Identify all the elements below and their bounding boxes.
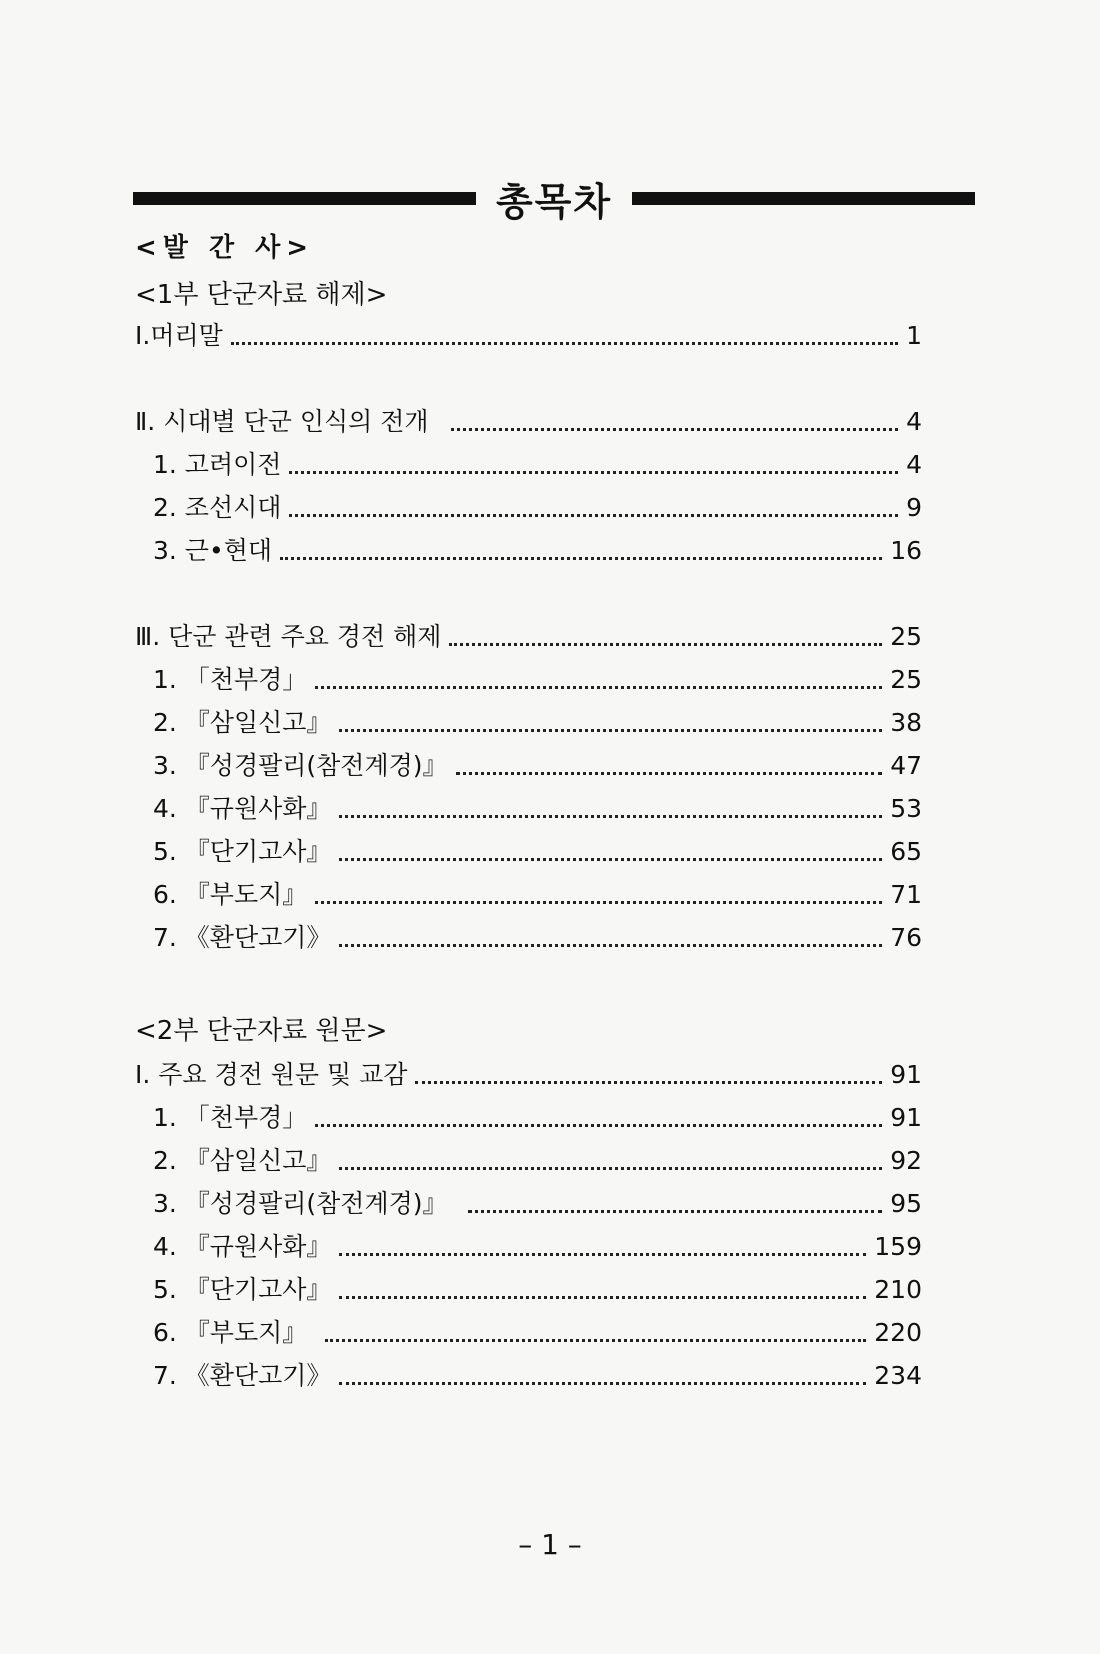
toc-entry-label: 7. 《환단고기》 xyxy=(153,1361,332,1390)
toc-entry-label: 3. 『성경팔리(참전계경)』 xyxy=(153,1189,448,1218)
leader-dots xyxy=(315,682,882,689)
leader-dots xyxy=(315,897,882,904)
toc-entry-page: 53 xyxy=(890,794,922,823)
toc-entry-label: 6. 『부도지』 xyxy=(153,1318,308,1347)
toc-entry-page: 4 xyxy=(906,450,922,479)
leader-dots xyxy=(451,424,899,431)
toc-entry-page: 25 xyxy=(890,622,922,651)
toc-entry[interactable] xyxy=(153,1270,922,1310)
toc-entry-label: 2. 『삼일신고』 xyxy=(153,708,332,737)
title-row xyxy=(133,168,975,228)
toc-entry-label: 3. 『성경팔리(참전계경)』 xyxy=(153,751,448,780)
title-rule-left xyxy=(133,192,476,205)
toc-entry[interactable] xyxy=(153,660,922,700)
leader-dots xyxy=(468,1206,883,1213)
toc-entry-label: 6. 『부도지』 xyxy=(153,880,308,909)
toc-entry-page: 16 xyxy=(890,536,922,565)
toc-entry-page: 91 xyxy=(890,1103,922,1132)
toc-entry[interactable] xyxy=(153,1098,922,1138)
toc-entry-page: 95 xyxy=(890,1189,922,1218)
toc-entry[interactable] xyxy=(153,1227,922,1267)
toc-entry[interactable] xyxy=(153,1313,922,1353)
toc-entry-page: 4 xyxy=(906,407,922,436)
toc-entry-page: 1 xyxy=(906,321,922,350)
leader-dots xyxy=(339,940,882,947)
toc-entry-label: 3. 근•현대 xyxy=(153,536,272,565)
leader-dots xyxy=(415,1077,882,1084)
toc-entry-label: 4. 『규원사화』 xyxy=(153,1232,332,1261)
leader-dots xyxy=(325,1335,866,1342)
leader-dots xyxy=(456,768,883,775)
toc-entry[interactable] xyxy=(135,402,922,442)
toc-entry-page: 71 xyxy=(890,880,922,909)
page-number-footer: – 1 – xyxy=(518,1528,582,1561)
toc-entry-label: 7. 《환단고기》 xyxy=(153,923,332,952)
toc-entry-page: 92 xyxy=(890,1146,922,1175)
part2-heading: <2부 단군자료 원문> xyxy=(135,1016,388,1046)
leader-dots xyxy=(339,1249,866,1256)
toc-entry-page: 9 xyxy=(906,493,922,522)
leader-dots xyxy=(315,1120,882,1127)
toc-entry-page: 91 xyxy=(890,1060,922,1089)
toc-entry[interactable] xyxy=(153,789,922,829)
toc-entry[interactable] xyxy=(153,488,922,528)
toc-entry[interactable] xyxy=(153,703,922,743)
toc-entry-label: 5. 『단기고사』 xyxy=(153,1275,332,1304)
toc-entry-label: Ⅰ. 주요 경전 원문 및 교감 xyxy=(135,1060,408,1089)
leader-dots xyxy=(289,467,898,474)
toc-entry-label: Ⅲ. 단군 관련 주요 경전 해제 xyxy=(135,622,442,651)
toc-entry-label: 1. 「천부경」 xyxy=(153,665,308,694)
leader-dots xyxy=(289,510,898,517)
leader-dots xyxy=(231,338,898,345)
toc-entry-label: Ⅰ.머리말 xyxy=(135,321,223,350)
leader-dots xyxy=(339,1292,866,1299)
toc-entry[interactable] xyxy=(153,445,922,485)
toc-entry-page: 25 xyxy=(890,665,922,694)
toc-entry[interactable] xyxy=(135,316,922,356)
toc-entry[interactable] xyxy=(135,617,922,657)
part1-heading: <1부 단군자료 해제> xyxy=(135,280,388,310)
toc-entry-page: 76 xyxy=(890,923,922,952)
toc-entry-page: 47 xyxy=(890,751,922,780)
toc-entry-label: 2. 『삼일신고』 xyxy=(153,1146,332,1175)
toc-entry-page: 159 xyxy=(874,1232,922,1261)
leader-dots xyxy=(339,1378,866,1385)
leader-dots xyxy=(339,725,882,732)
leader-dots xyxy=(339,854,882,861)
toc-entry[interactable] xyxy=(153,875,922,915)
toc-entry[interactable] xyxy=(153,832,922,872)
toc-entry[interactable] xyxy=(153,1356,922,1396)
toc-entry-page: 65 xyxy=(890,837,922,866)
toc-entry-page: 220 xyxy=(874,1318,922,1347)
leader-dots xyxy=(339,1163,882,1170)
leader-dots xyxy=(339,811,882,818)
toc-entry[interactable] xyxy=(153,531,922,571)
toc-entry-page: 38 xyxy=(890,708,922,737)
toc-entry-label: Ⅱ. 시대별 단군 인식의 전개 xyxy=(135,407,429,436)
toc-entry[interactable] xyxy=(153,1184,922,1224)
title-rule-right xyxy=(632,192,975,205)
toc-entry-label: 1. 「천부경」 xyxy=(153,1103,308,1132)
toc-entry[interactable] xyxy=(135,1055,922,1095)
leader-dots xyxy=(449,639,882,646)
page-title: 총목차 xyxy=(495,179,613,224)
toc-entry-page: 210 xyxy=(874,1275,922,1304)
toc-entry[interactable] xyxy=(153,746,922,786)
leader-dots xyxy=(280,553,882,560)
toc-entry-label: 2. 조선시대 xyxy=(153,493,282,522)
toc-entry-page: 234 xyxy=(874,1361,922,1390)
toc-entry-label: 4. 『규원사화』 xyxy=(153,794,332,823)
foreword-heading: <발 간 사> xyxy=(135,233,315,263)
toc-entry-label: 1. 고려이전 xyxy=(153,450,282,479)
toc-entry[interactable] xyxy=(153,1141,922,1181)
toc-entry[interactable] xyxy=(153,918,922,958)
toc-entry-label: 5. 『단기고사』 xyxy=(153,837,332,866)
